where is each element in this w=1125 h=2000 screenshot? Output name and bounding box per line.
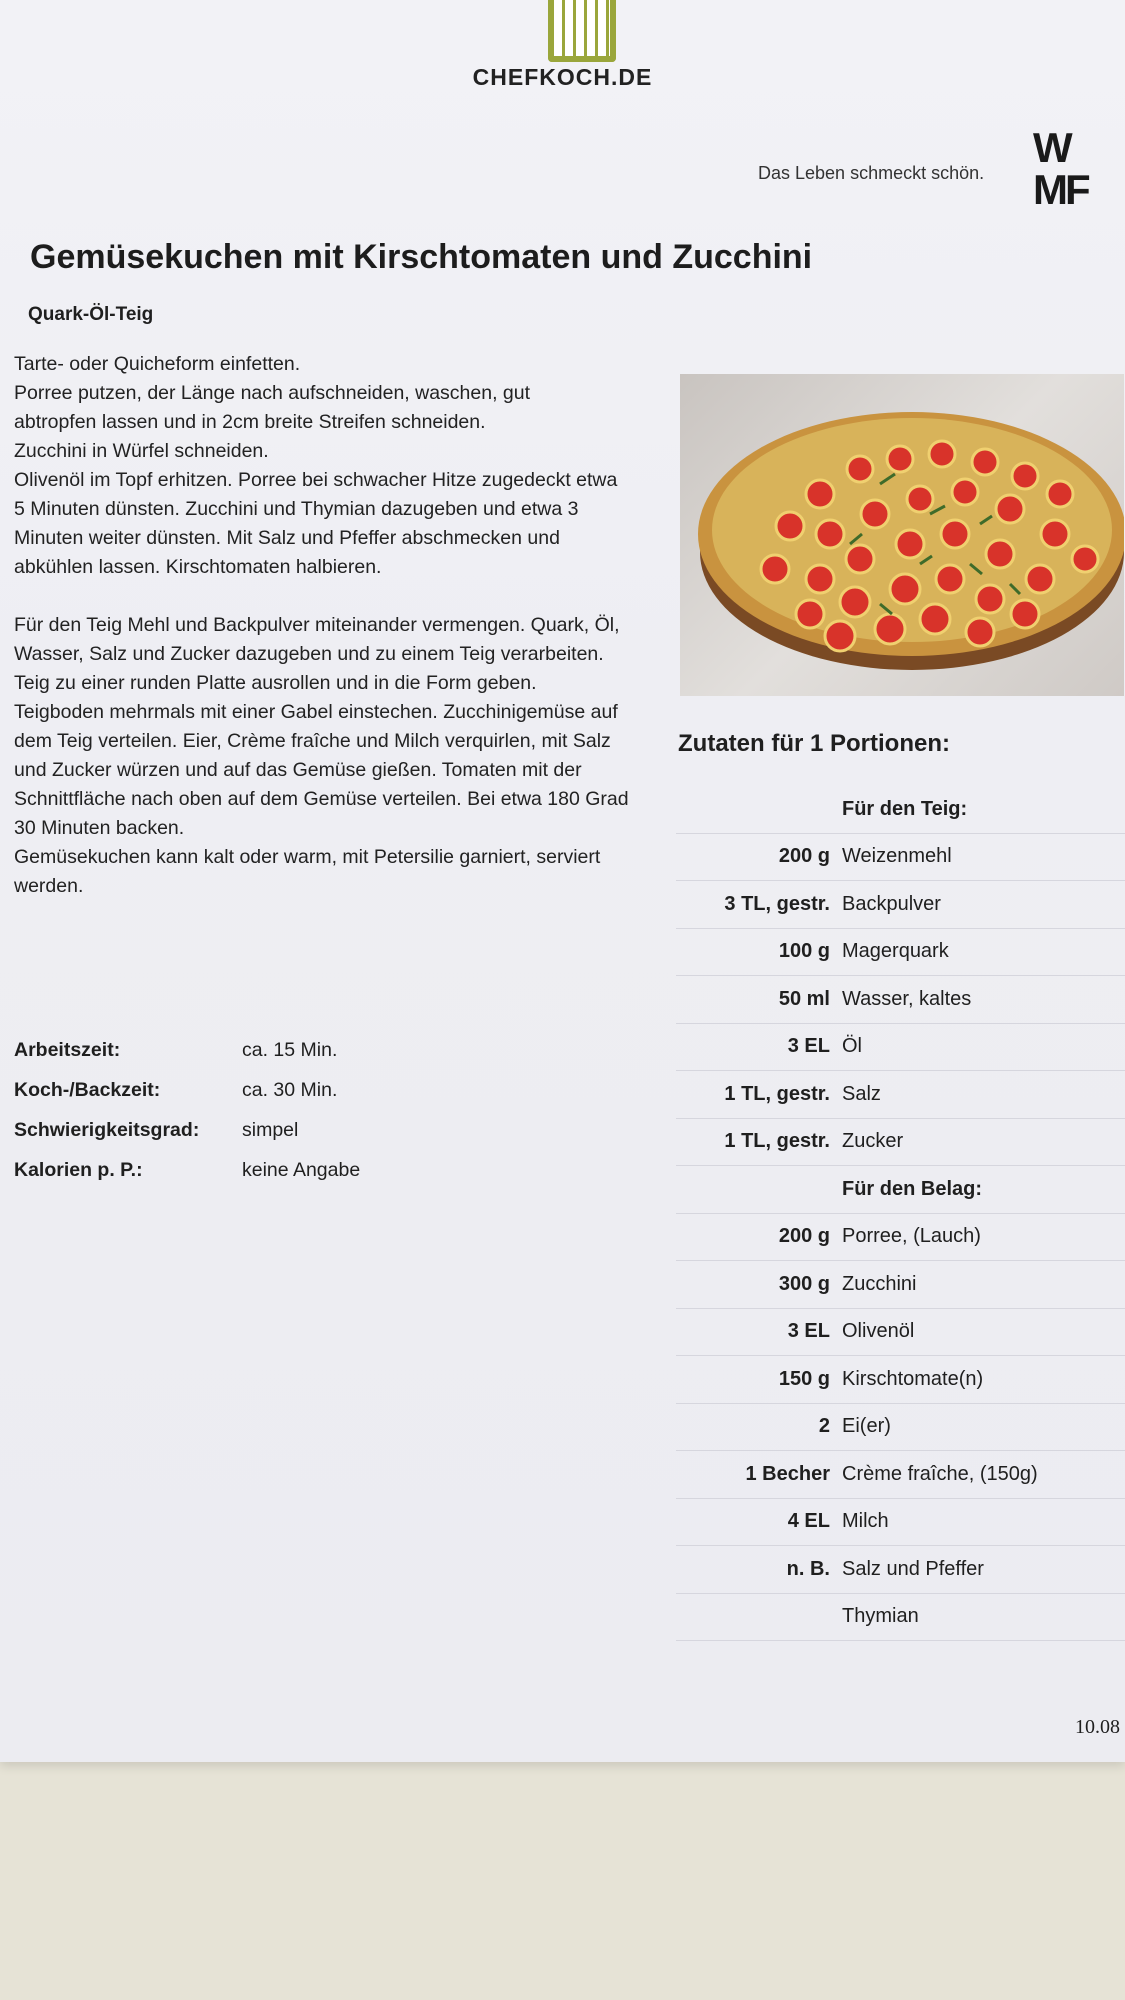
meta-value: ca. 30 Min. <box>242 1078 338 1101</box>
ingredient-name: Wasser, kaltes <box>842 987 972 1010</box>
ingredient-amount: 150 g <box>778 1367 830 1390</box>
ingredient-amount: 1 TL, gestr. <box>724 1082 830 1105</box>
ingredient-name: Kirschtomate(n) <box>842 1367 984 1390</box>
ingredient-row <box>676 1166 1125 1214</box>
ingredient-amount: 100 g <box>778 940 830 963</box>
ingredient-row <box>676 1499 1125 1547</box>
ingredient-name: Milch <box>842 1510 889 1533</box>
ingredient-amount: 3 TL, gestr. <box>724 892 830 915</box>
ingredient-amount: n. B. <box>786 1557 830 1580</box>
meta-label: Arbeitszeit: <box>14 1038 121 1061</box>
recipe-meta <box>14 1030 514 1190</box>
ingredient-amount: 1 Becher <box>745 1462 830 1485</box>
meta-value: ca. 15 Min. <box>242 1038 338 1061</box>
instructions <box>14 350 654 901</box>
ingredient-name: Öl <box>842 1035 862 1058</box>
meta-row <box>14 1030 514 1070</box>
sponsor-slogan: Das Leben schmeckt schön. <box>758 163 985 183</box>
ingredient-row <box>676 1546 1125 1594</box>
ingredient-row <box>676 1404 1125 1452</box>
instruction-line: Zucchini in Würfel schneiden. <box>14 440 269 462</box>
ingredient-row <box>676 1309 1125 1357</box>
ingredients-title: Zutaten für 1 Portionen: <box>678 730 950 757</box>
ingredient-name: Weizenmehl <box>842 845 952 868</box>
ingredient-amount: 3 EL <box>787 1320 830 1343</box>
ingredient-name: Zucker <box>842 1130 904 1153</box>
ingredient-name: Olivenöl <box>842 1320 915 1343</box>
recipe-subtitle: Quark-Öl-Teig <box>28 304 154 325</box>
ingredient-amount: 50 ml <box>778 987 830 1010</box>
instruction-line: Gemüsekuchen kann kalt oder warm, mit Petersilie garniert, serviert werden. <box>14 846 601 897</box>
ingredient-amount: 1 TL, gestr. <box>724 1130 830 1153</box>
ingredient-name: Zucchini <box>842 1272 917 1295</box>
ingredient-row <box>676 1071 1125 1119</box>
ingredient-row <box>676 1594 1125 1642</box>
ingredient-name: Crème fraîche, (150g) <box>842 1462 1038 1485</box>
ingredient-name: Backpulver <box>842 892 941 915</box>
ingredient-amount: 3 EL <box>787 1035 830 1058</box>
meta-value: keine Angabe <box>242 1158 361 1181</box>
meta-label: Schwierigkeitsgrad: <box>14 1118 200 1141</box>
ingredient-name: Porree, (Lauch) <box>842 1225 981 1248</box>
instruction-line: Porree putzen, der Länge nach aufschneiden, waschen, gut abtropfen lassen und in 2cm breite Streifen schneiden. <box>14 382 531 433</box>
ingredient-amount: 200 g <box>778 1225 830 1248</box>
recipe-photo <box>680 374 1124 696</box>
ingredient-name: Salz <box>842 1082 881 1105</box>
ingredients-table <box>676 786 1125 1641</box>
wmf-logo <box>1033 124 1103 213</box>
chefkoch-hat-logo-icon <box>548 0 616 62</box>
print-date: 10.08 <box>1075 1716 1120 1738</box>
instruction-line: Für den Teig Mehl und Backpulver miteinander vermengen. Quark, Öl, Wasser, Salz und Zucker dazugeben und zu einem Teig verarbeiten. Teig zu einer runden Platte ausrollen und in die Form geben. Teigboden mehrmals mit einer Gabel einstechen. Zucchinigemüse auf dem Teig verteilen. Eier, Crème fraîche und Milch verquirlen, mit Salz und Zucker würzen und auf das Gemüse gießen. Tomaten mit der Schnittfläche nach oben auf dem Gemüse verteilen. Bei etwa 180 Grad 30 Minuten backen. <box>14 614 629 839</box>
wmf-logo-w: W <box>1033 124 1069 171</box>
instruction-line: Olivenöl im Topf erhitzen. Porree bei schwacher Hitze zugedeckt etwa 5 Minuten dünsten. Zucchini und Thymian dazugeben und etwa 3 Minuten weiter dünsten. Mit Salz und Pfeffer abschmecken und abkühlen lassen. Kirschtomaten halbieren. <box>14 469 618 578</box>
meta-label: Koch-/Backzeit: <box>14 1078 161 1101</box>
ingredient-group-heading: Für den Teig: <box>842 797 968 820</box>
instruction-line: Tarte- oder Quicheform einfetten. <box>14 353 301 375</box>
wmf-logo-mf: MF <box>1033 166 1088 213</box>
ingredient-row <box>676 881 1125 929</box>
ingredient-name: Salz und Pfeffer <box>842 1557 984 1580</box>
meta-row <box>14 1150 514 1190</box>
ingredient-amount: 200 g <box>778 845 830 868</box>
meta-row <box>14 1110 514 1150</box>
quiche-image-icon <box>680 374 1124 696</box>
ingredient-amount: 2 <box>818 1415 830 1438</box>
ingredient-row <box>676 976 1125 1024</box>
ingredient-row <box>676 1119 1125 1167</box>
ingredient-row <box>676 1261 1125 1309</box>
ingredient-name: Ei(er) <box>842 1415 891 1438</box>
recipe-title: Gemüsekuchen mit Kirschtomaten und Zucchini <box>30 238 813 276</box>
ingredient-name: Magerquark <box>842 940 949 963</box>
ingredient-row <box>676 1451 1125 1499</box>
ingredient-amount: 300 g <box>778 1272 830 1295</box>
ingredient-row <box>676 834 1125 882</box>
ingredient-row <box>676 786 1125 834</box>
meta-label: Kalorien p. P.: <box>14 1158 143 1181</box>
ingredient-row <box>676 1356 1125 1404</box>
ingredient-amount: 4 EL <box>787 1510 830 1533</box>
brand-name: CHEFKOCH.DE <box>472 64 653 90</box>
meta-row <box>14 1070 514 1110</box>
ingredient-name: Thymian <box>842 1605 919 1628</box>
ingredient-group-heading: Für den Belag: <box>842 1177 983 1200</box>
ingredient-row <box>676 1214 1125 1262</box>
ingredient-row <box>676 1024 1125 1072</box>
ingredient-row <box>676 929 1125 977</box>
meta-value: simpel <box>242 1118 299 1141</box>
